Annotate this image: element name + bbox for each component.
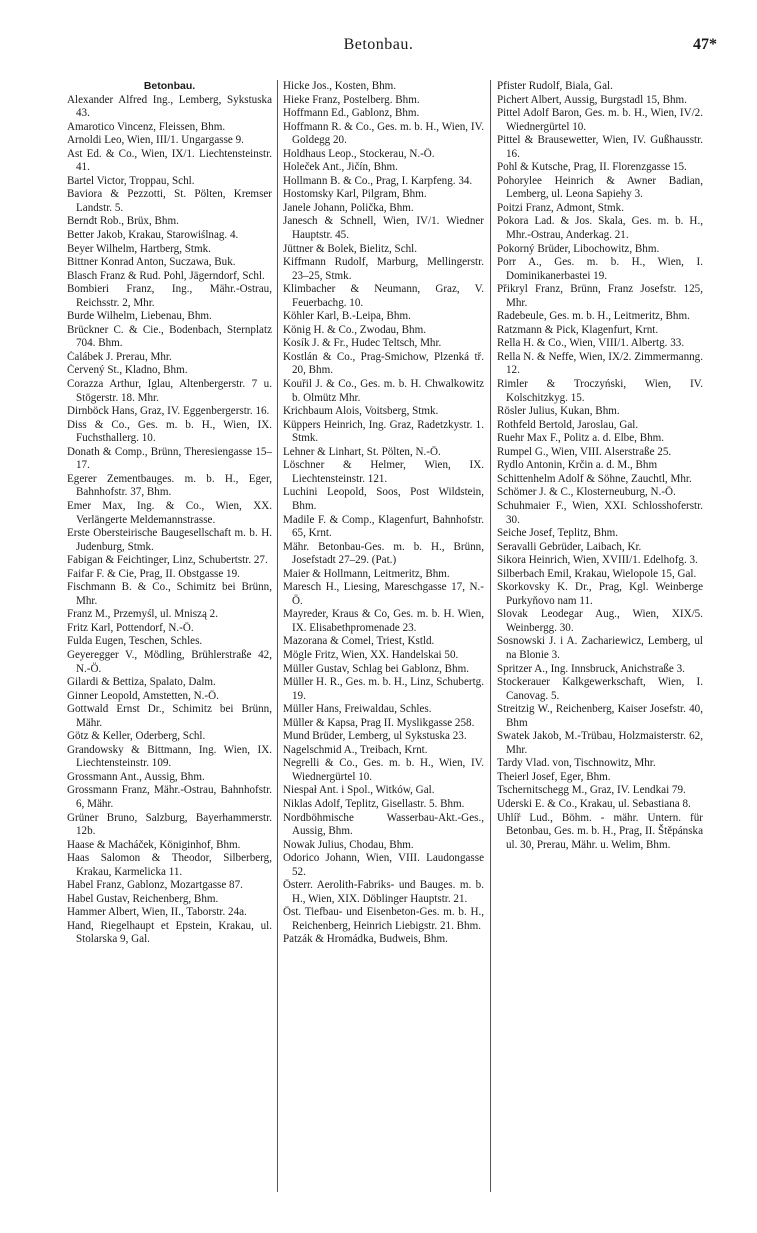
directory-entry: Rimler & Troczyński, Wien, IV. Kolschitzkyg. 15. [497, 378, 703, 404]
directory-entry: Theierl Josef, Eger, Bhm. [497, 770, 611, 783]
directory-entry: Nagelschmid A., Treibach, Krnt. [283, 743, 428, 756]
column-divider [277, 80, 278, 1192]
directory-entry: Hoffmann R. & Co., Ges. m. b. H., Wien, IV. Goldegg 20. [283, 120, 484, 147]
directory-entry: Grüner Bruno, Salzburg, Bayerhammerstr. 12b. [67, 811, 272, 838]
directory-entry: Kouřil J. & Co., Ges. m. b. H. Chwalkowitz b. Olmütz Mhr. [283, 378, 484, 404]
directory-entry: Holeček Ant., Jičín, Bhm. [283, 161, 398, 174]
directory-entry: Mazorana & Comel, Triest, Kstld. [283, 635, 435, 648]
directory-entry: Maresch H., Liesing, Mareschgasse 17, N.-Ö. [283, 581, 484, 607]
directory-entry: Seravalli Gebrüder, Laibach, Kr. [497, 540, 642, 553]
directory-entry: Nordböhmische Wasserbau-Akt.-Ges., Aussig, Bhm. [283, 811, 484, 838]
directory-entry: Küppers Heinrich, Ing. Graz, Radetzkystr. 1. Stmk. [283, 418, 484, 445]
directory-entry: Ginner Leopold, Amstetten, N.-Ö. [67, 689, 219, 702]
directory-entry: Swatek Jakob, M.-Trübau, Holzmaisterstr. 62, Mhr. [497, 730, 703, 756]
directory-entry: Ratzmann & Pick, Klagenfurt, Krnt. [497, 323, 659, 336]
directory-entry: Krichbaum Alois, Voitsberg, Stmk. [283, 405, 439, 418]
directory-entry: Rydlo Antonin, Krčin a. d. M., Bhm [497, 459, 658, 472]
directory-entry: Seiche Josef, Teplitz, Bhm. [497, 527, 619, 540]
directory-entry: Müller & Kapsa, Prag II. Myslikgasse 258. [283, 716, 475, 729]
directory-entry: Berndt Rob., Brüx, Bhm. [67, 215, 179, 228]
directory-entry: Hieke Franz, Postelberg. Bhm. [283, 93, 420, 106]
directory-entry: Uhlíř Lud., Böhm. - mähr. Untern. für Betonbau, Ges. m. b. H., Prag, II. Štěpánska ul. 30, Prerau, Mähr. u. Welim, Bhm. [497, 811, 703, 851]
directory-entry: Mögle Fritz, Wien, XX. Handelskai 50. [283, 648, 459, 661]
directory-entry: Uderski E. & Co., Krakau, ul. Sebastiana 8. [497, 797, 691, 810]
directory-entry: Burde Wilhelm, Liebenau, Bhm. [67, 310, 212, 323]
directory-entry: Fabigan & Feichtinger, Linz, Schubertstr. 27. [67, 554, 268, 567]
directory-entry: Silberbach Emil, Krakau, Wielopole 15, Gal. [497, 567, 697, 580]
directory-entry: Holdhaus Leop., Stockerau, N.-Ö. [283, 147, 435, 160]
directory-entry: Maier & Hollmann, Leitmeritz, Bhm. [283, 567, 450, 580]
page-title: Betonbau. [343, 36, 414, 53]
directory-entry: Gilardi & Bettiza, Spalato, Dalm. [67, 676, 216, 689]
directory-entry: Kiffmann Rudolf, Marburg, Mellingerstr. 23–25, Stmk. [283, 256, 484, 282]
directory-entry: Grossmann Ant., Aussig, Bhm. [67, 770, 205, 783]
page-number: 47* [693, 36, 717, 53]
directory-entry: Erste Obersteirische Baugesellschaft m. b. H. Judenburg, Stmk. [67, 527, 272, 553]
directory-entry: Baviora & Pezzotti, St. Pölten, Kremser Landstr. 5. [67, 188, 272, 214]
column-3 [497, 80, 703, 1200]
directory-entry: Radebeule, Ges. m. b. H., Leitmeritz, Bhm. [497, 310, 690, 323]
directory-entry: Sikora Heinrich, Wien, XVIII/1. Edelhofg. 3. [497, 554, 698, 567]
directory-entry: Jüttner & Bolek, Bielitz, Schl. [283, 242, 418, 255]
directory-entry: Fritz Karl, Pottendorf, N.-Ö. [67, 621, 194, 634]
directory-entry: Habel Franz, Gablonz, Mozartgasse 87. [67, 879, 243, 892]
directory-entry: Negrelli & Co., Ges. m. b. H., Wien, IV. Wiednergürtel 10. [283, 757, 484, 783]
directory-entry: Odorico Johann, Wien, VIII. Laudongasse 52. [283, 852, 484, 878]
directory-entry: Niklas Adolf, Teplitz, Gisellastr. 5. Bhm. [283, 797, 465, 810]
directory-entry: Janele Johann, Polička, Bhm. [283, 201, 414, 214]
directory-entry: Spritzer A., Ing. Innsbruck, Anichstraße 3. [497, 662, 685, 675]
directory-entry: Poitzi Franz, Admont, Stmk. [497, 201, 624, 214]
directory-entry: Streitzig W., Reichenberg, Kaiser Josefstr. 40, Bhm [497, 703, 703, 729]
directory-entry: Donath & Comp., Brünn, Theresiengasse 15–17. [67, 445, 272, 472]
directory-entry: Klimbacher & Neumann, Graz, V. Feuerbachg. 10. [283, 283, 484, 309]
directory-entry: Bartel Victor, Troppau, Schl. [67, 174, 195, 187]
directory-entry: Götz & Keller, Oderberg, Schl. [67, 730, 206, 743]
directory-entry: Grossmann Franz, Mähr.-Ostrau, Bahnhofstr. 6, Mähr. [67, 784, 272, 810]
directory-entry: Brückner C. & Cie., Bodenbach, Sternplatz 704. Bhm. [67, 323, 272, 350]
directory-entry: Fulda Eugen, Teschen, Schles. [67, 635, 203, 648]
directory-entry: Fischmann B. & Co., Schimitz bei Brünn, Mhr. [67, 581, 272, 607]
directory-entry: Müller Gustav, Schlag bei Gablonz, Bhm. [283, 662, 469, 675]
directory-entry: Löschner & Helmer, Wien, IX. Liechtensteinstr. 121. [283, 459, 484, 485]
directory-entry: Hand, Riegelhaupt et Epstein, Krakau, ul. Stolarska 9, Gal. [67, 919, 272, 946]
directory-entry: Grandowsky & Bittmann, Ing. Wien, IX. Liechtensteinstr. 109. [67, 743, 272, 770]
directory-entry: Slovak Leodegar Aug., Wien, XIX/5. Weinbergg. 30. [497, 608, 703, 634]
directory-entry: Diss & Co., Ges. m. b. H., Wien, IX. Fuchsthallerg. 10. [67, 418, 272, 445]
directory-entry: Niespał Ant. i Spol., Witków, Gal. [283, 784, 435, 797]
directory-entry: Hostomsky Karl, Pilgram, Bhm. [283, 188, 427, 201]
directory-entry: Mayreder, Kraus & Co, Ges. m. b. H. Wien, IX. Elisabethpromenade 23. [283, 608, 484, 634]
directory-entry: Hammer Albert, Wien, II., Taborstr. 24a. [67, 906, 247, 919]
directory-entry: Österr. Aerolith-Fabriks- und Bauges. m. b. H., Wien, XIX. Döblinger Hauptstr. 21. [283, 879, 484, 905]
directory-entry: Patzák & Hromádka, Budweis, Bhm. [283, 933, 448, 946]
directory-entry: Dirnböck Hans, Graz, IV. Eggenbergerstr. 16. [67, 405, 270, 418]
directory-entry: Amarotico Vincenz, Fleissen, Bhm. [67, 120, 226, 133]
directory-entry: Ruehr Max F., Politz a. d. Elbe, Bhm. [497, 432, 665, 445]
directory-entry: Öst. Tiefbau- und Eisenbeton-Ges. m. b. H., Reichenberg, Heinrich Liebigstr. 21. Bhm. [283, 906, 484, 932]
column-1 [67, 80, 272, 1200]
column-heading: Betonbau. [143, 80, 196, 92]
directory-entry: Nowak Julius, Chodau, Bhm. [283, 838, 414, 851]
directory-entry: Rumpel G., Wien, VIII. Alserstraße 25. [497, 445, 672, 458]
directory-entry: Bombieri Franz, Ing., Mähr.-Ostrau, Reichsstr. 2, Mhr. [67, 283, 272, 309]
directory-entry: Pokorný Brüder, Libochowitz, Bhm. [497, 242, 660, 255]
directory-entry: Rothfeld Bertold, Jaroslau, Gal. [497, 418, 639, 431]
directory-entry: Pokora Lad. & Jos. Skala, Ges. m. b. H., Mhr.-Ostrau, Anderkag. 21. [497, 215, 703, 242]
directory-entry: König H. & Co., Zwodau, Bhm. [283, 323, 426, 336]
directory-entry: Hicke Jos., Kosten, Bhm. [283, 80, 397, 92]
directory-entry: Pittel & Brausewetter, Wien, IV. Gußhausstr. 16. [497, 134, 703, 160]
directory-entry: Haase & Macháček, Königinhof, Bhm. [67, 838, 241, 851]
directory-entry: Tardy Vlad. von, Tischnowitz, Mhr. [497, 757, 656, 770]
directory-entry: Ast Ed. & Co., Wien, IX/1. Liechtensteinstr. 41. [67, 147, 272, 174]
directory-entry: Habel Gustav, Reichenberg, Bhm. [67, 892, 219, 905]
directory-entry: Mähr. Betonbau-Ges. m. b. H., Brünn, Josefstadt 27–29. (Pat.) [283, 540, 484, 567]
directory-entry: Müller H. R., Ges. m. b. H., Linz, Schubertg. 19. [283, 676, 484, 702]
directory-entry: Kosík J. & Fr., Hudec Teltsch, Mhr. [283, 337, 442, 350]
directory-entry: Sosnowski J. i A. Zachariewicz, Lemberg, ul na Blonie 3. [497, 635, 703, 661]
directory-entry: Köhler Karl, B.-Leipa, Bhm. [283, 310, 411, 323]
directory-entry: Schittenhelm Adolf & Söhne, Zauchtl, Mhr. [497, 472, 692, 485]
directory-entry: Egerer Zementbauges. m. b. H., Eger, Bahnhofstr. 37, Bhm. [67, 472, 272, 499]
directory-entry: Schuhmaier F., Wien, XXI. Schlosshoferstr. 30. [497, 499, 703, 526]
directory-entry: Haas Salomon & Theodor, Silberberg, Krakau, Karmelicka 11. [67, 852, 272, 878]
directory-entry: Skorkovsky K. Dr., Prag, Kgl. Weinberge Purkyňovo nam 11. [497, 581, 703, 607]
directory-entry: Emer Max, Ing. & Co., Wien, XX. Verlängerte Meldemannstrasse. [67, 499, 272, 526]
directory-entry: Pohorylee Heinrich & Awner Badian, Lemberg, ul. Leona Sapiehy 3. [497, 174, 703, 201]
directory-entry: Gottwald Ernst Dr., Schimitz bei Brünn, Mähr. [67, 703, 272, 729]
directory-entry: Tschernitschegg M., Graz, IV. Lendkai 79. [497, 784, 686, 797]
directory-entry: Pfister Rudolf, Biala, Gal. [497, 80, 613, 92]
directory-entry: Janesch & Schnell, Wien, IV/1. Wiedner Hauptstr. 45. [283, 215, 484, 242]
directory-entry: Hoffmann Ed., Gablonz, Bhm. [283, 107, 420, 120]
directory-entry: Alexander Alfred Ing., Lemberg, Sykstuska 43. [67, 93, 272, 120]
directory-entry: Mund Brüder, Lemberg, ul Sykstuska 23. [283, 730, 467, 743]
directory-entry: Červený St., Kladno, Bhm. [67, 364, 188, 377]
directory-entry: Stockerauer Kalkgewerkschaft, Wien, I. Canovag. 5. [497, 676, 703, 702]
column-2 [283, 80, 484, 1200]
directory-entry: Geyeregger V., Mödling, Brühlerstraße 42, N.-Ö. [67, 648, 272, 675]
column-divider [490, 80, 491, 1192]
directory-entry: Beyer Wilhelm, Hartberg, Stmk. [67, 242, 211, 255]
directory-entry: Lehner & Linhart, St. Pölten, N.-Ö. [283, 445, 441, 458]
directory-entry: Better Jakob, Krakau, Starowiślnag. 4. [67, 229, 239, 242]
directory-entry: Pichert Albert, Aussig, Burgstadl 15, Bhm. [497, 93, 687, 106]
directory-entry: Franz M., Przemyśl, ul. Mniszą 2. [67, 608, 218, 621]
directory-entry: Bittner Konrad Anton, Suczawa, Buk. [67, 256, 236, 269]
directory-entry: Arnoldi Leo, Wien, III/1. Ungargasse 9. [67, 134, 244, 147]
directory-entry: Müller Hans, Freiwaldau, Schles. [283, 703, 432, 716]
directory-entry: Rösler Julius, Kukan, Bhm. [497, 405, 620, 418]
directory-entry: Hollmann B. & Co., Prag, I. Karpfeng. 34. [283, 174, 473, 187]
directory-entry: Blasch Franz & Rud. Pohl, Jägerndorf, Schl. [67, 269, 265, 282]
directory-entry: Pohl & Kutsche, Prag, II. Florenzgasse 15. [497, 161, 687, 174]
directory-entry: Faifar F. & Cie, Prag, II. Obstgasse 19. [67, 567, 240, 580]
directory-entry: Schömer J. & C., Klosterneuburg, N.-Ö. [497, 486, 676, 499]
directory-entry: Rella N. & Neffe, Wien, IX/2. Zimmermanng. 12. [497, 350, 703, 377]
directory-entry: Rella H. & Co., Wien, VIII/1. Albertg. 33. [497, 337, 685, 350]
directory-entry: Kostlán & Co., Prag-Smichow, Plzenká tř. 20, Bhm. [283, 350, 484, 377]
directory-entry: Luchini Leopold, Soos, Post Wildstein, Bhm. [283, 486, 484, 512]
directory-entry: Corazza Arthur, Iglau, Altenbergerstr. 7 u. Stögerstr. 18. Mhr. [67, 378, 272, 404]
directory-entry: Madile F. & Comp., Klagenfurt, Bahnhofstr. 65, Krnt. [283, 513, 484, 540]
directory-entry: Porr A., Ges. m. b. H., Wien, I. Dominikanerbastei 19. [497, 256, 703, 282]
directory-entry: Pittel Adolf Baron, Ges. m. b. H., Wien, IV/2. Wiednergürtel 10. [497, 107, 703, 133]
directory-entry: Přikryl Franz, Brünn, Franz Josefstr. 125, Mhr. [497, 283, 703, 309]
directory-entry: Čalábek J. Prerau, Mhr. [67, 350, 172, 363]
